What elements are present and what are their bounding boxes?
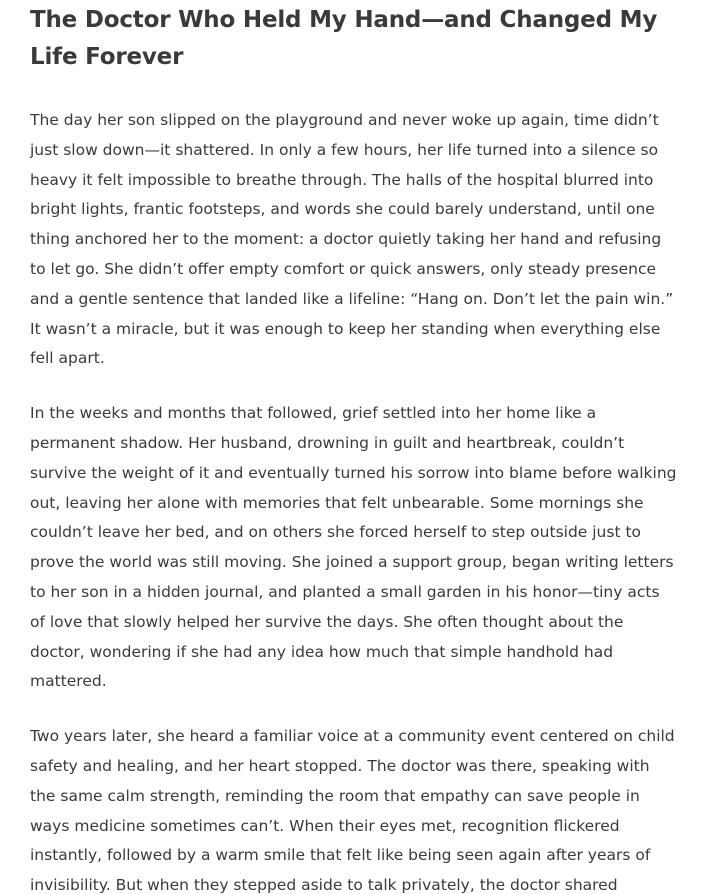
article-paragraph-1: The day her son slipped on the playground and never woke up again, time didn’t just slow down—it shattered. In only a few hours, her life turned into a silence so heavy it felt impossible to breathe through. The halls of the hospital blurred into bright lights, frantic footsteps, and words she could barely understand, until one thing anchored her to the moment: a doctor quietly taking her hand and refusing to let go. She didn’t offer empty comfort or quick answers, only steady presence and a gentle sentence that landed like a lifeline: “Hang on. Don’t let the pain win.” It wasn’t a miracle, but it was enough to keep her standing when everything else fell apart.	[30, 111, 674, 368]
article-title: The Doctor Who Held My Hand—and Changed My Life Forever	[30, 7, 658, 70]
article-paragraph-3: Two years later, she heard a familiar voice at a community event centered on child safety and healing, and her heart stopped. The doctor was there, speaking with the same calm strength, reminding the room that empathy can save people in ways medicine sometimes can’t. When their eyes met, recognition flickered instantly, followed by a warm smile that felt like being seen again after years of invisibility. But when they stepped aside to talk privately, the doctor shared	[30, 727, 675, 894]
article-paragraph-2: In the weeks and months that followed, grief settled into her home like a permanent shadow. Her husband, drowning in guilt and heartbreak, couldn’t survive the weight of it and eventually turned his sorrow into blame before walking out, leaving her alone with memories that felt unbearable. Some mornings she couldn’t leave her bed, and on others she forced herself to step outside just to prove the world was still moving. She joined a support group, began writing letters to her son in a hidden journal, and planted a small garden in his honor—tiny acts of love that slowly helped her survive the days. She often thought about the doctor, wondering if she had any idea how much that simple handhold had mattered.	[30, 404, 677, 691]
